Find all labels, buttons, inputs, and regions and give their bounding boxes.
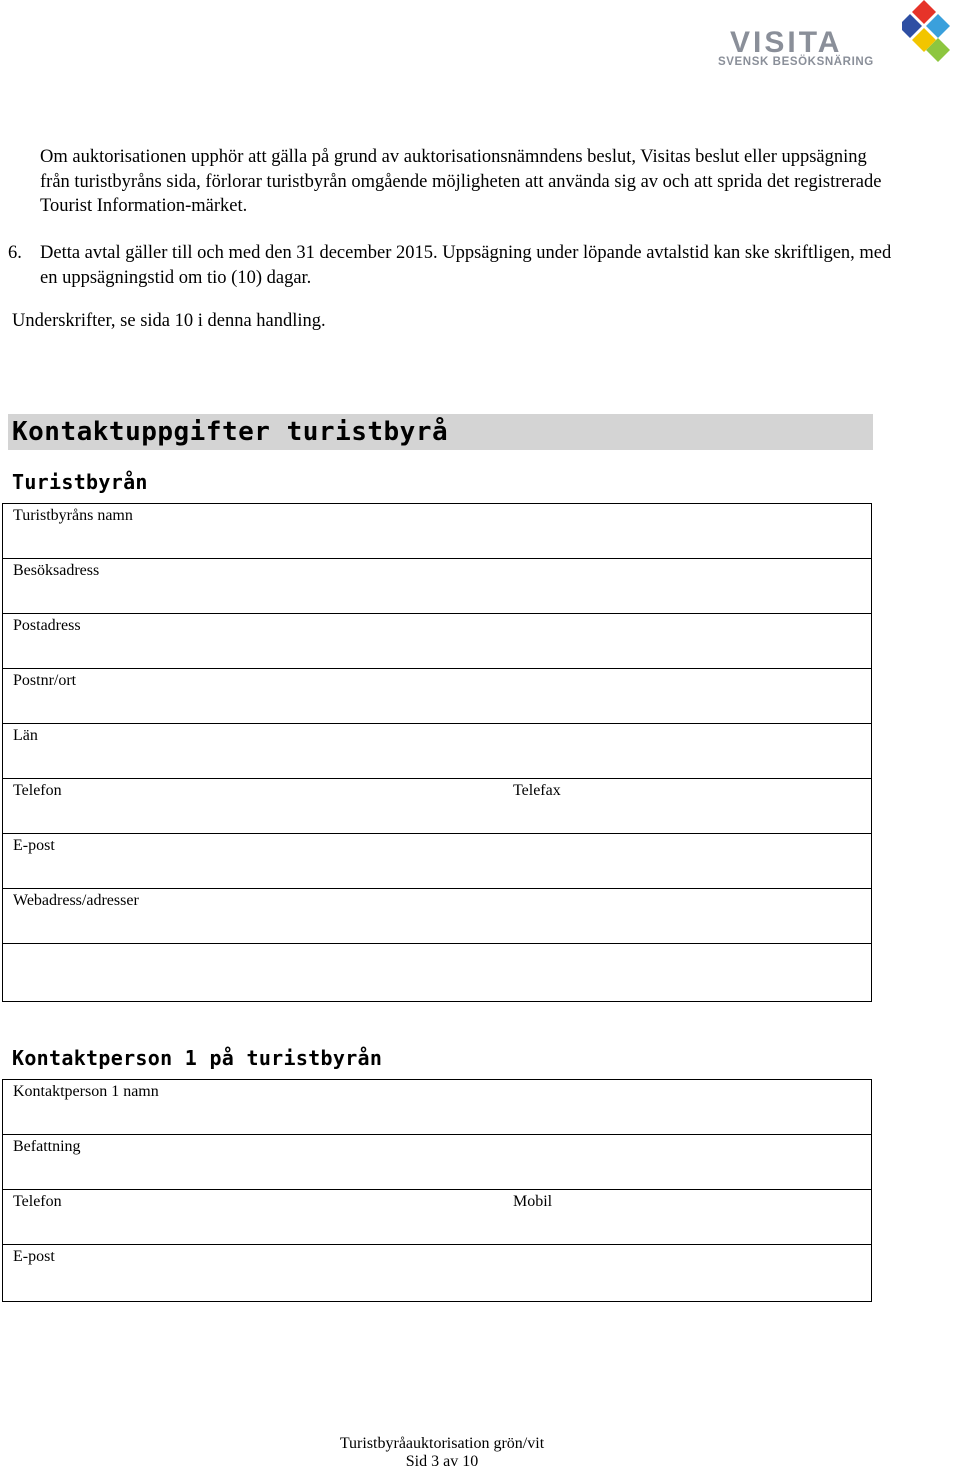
- form-row-position[interactable]: [3, 1135, 871, 1190]
- form-row-county[interactable]: [3, 724, 871, 779]
- form-row-postal-address[interactable]: [3, 614, 871, 669]
- form-row-postcode-city[interactable]: [3, 669, 871, 724]
- form-row-phone-mobile[interactable]: [3, 1190, 871, 1245]
- form-row-contact-email[interactable]: [3, 1245, 871, 1300]
- form-row-email[interactable]: [3, 834, 871, 889]
- field-label: E-post: [13, 1248, 55, 1265]
- tourist-office-form: [2, 503, 872, 1002]
- termination-paragraph: Om auktorisationen upphör att gälla på grund av auktorisationsnämndens beslut, Visitas beslut eller uppsägning från turistbyråns sida, förlorar turistbyrån omgående möjligheten att använda sig av och att sprida det registrerade Tourist Information-märket.: [40, 147, 882, 216]
- visita-logo: [716, 0, 960, 72]
- logo-wordmark: VISITA: [730, 26, 843, 59]
- field-label: Postnr/ort: [13, 672, 77, 689]
- field-label: Län: [13, 727, 38, 744]
- field-label: Kontaktperson 1 namn: [13, 1083, 159, 1100]
- form-row-visit-address[interactable]: [3, 559, 871, 614]
- logo-tagline: SVENSK BESÖKSNÄRING: [718, 56, 874, 68]
- agreement-term-paragraph: Detta avtal gäller till och med den 31 december 2015. Uppsägning under löpande avtalstid kan ske skriftligen, med en uppsägningstid om tio (10) dagar.: [40, 243, 892, 288]
- section-title: Kontaktuppgifter turistbyrå: [8, 414, 873, 450]
- field-label: Webadress/adresser: [13, 892, 139, 909]
- contact-person-form: [2, 1079, 872, 1302]
- form-row-web-extra[interactable]: [3, 944, 871, 999]
- footer-page-number: Sid 3 av 10: [405, 1453, 479, 1470]
- field-label: E-post: [13, 837, 55, 854]
- field-label: Postadress: [13, 617, 81, 634]
- form2-heading: Kontaktperson 1 på turistbyrån: [12, 1046, 383, 1070]
- field-label-fax: Telefax: [513, 782, 561, 799]
- footer-document-title: Turistbyråauktorisation grön/vit: [339, 1435, 545, 1452]
- field-label: Befattning: [13, 1138, 81, 1155]
- list-item-number: 6.: [8, 243, 22, 263]
- form-row-phone-fax[interactable]: [3, 779, 871, 834]
- field-label: Turistbyråns namn: [13, 507, 133, 524]
- logo-cross-icon: [902, 0, 960, 68]
- form-row-name[interactable]: [3, 504, 871, 559]
- field-label: Telefon: [13, 1193, 62, 1210]
- form-row-contact-name[interactable]: [3, 1080, 871, 1135]
- form1-heading: Turistbyrån: [12, 470, 148, 494]
- field-label: Telefon: [13, 782, 62, 799]
- field-label-mobile: Mobil: [513, 1193, 553, 1210]
- form-row-web[interactable]: [3, 889, 871, 944]
- field-label: Besöksadress: [13, 562, 100, 579]
- signatures-note: Underskrifter, se sida 10 i denna handling.: [12, 311, 326, 331]
